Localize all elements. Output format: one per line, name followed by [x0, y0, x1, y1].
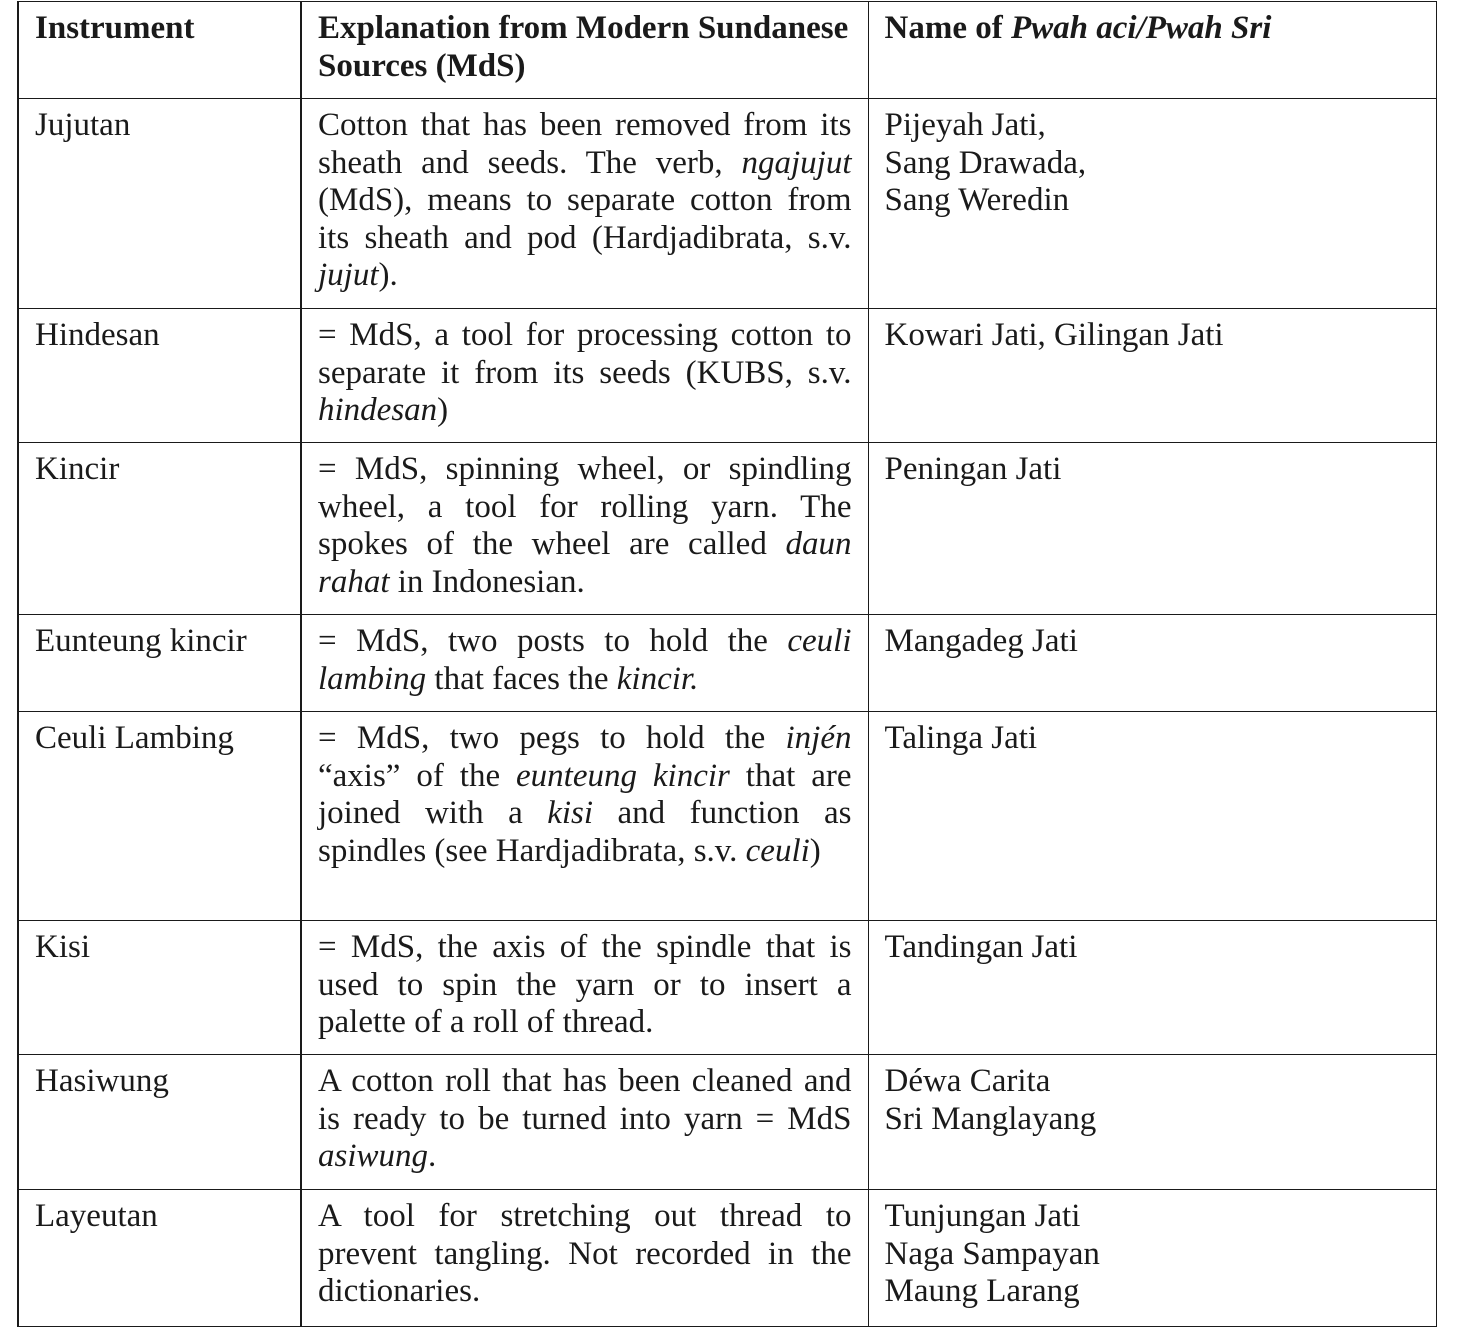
- explanation-term: injén: [785, 720, 852, 756]
- explanation-text: Cotton that has been removed from its sheath and seeds. The verb,: [318, 107, 852, 181]
- table-row: [18, 615, 1436, 712]
- name-cell: [868, 1055, 1436, 1190]
- explanation-term: ceuli: [745, 832, 810, 869]
- explanation-cell: [301, 309, 868, 443]
- explanation-text: A tool for stretching out thread to prevent tangling. Not recorded in the dictionaries.: [318, 1198, 852, 1309]
- name-line: Maung Larang: [884, 1273, 1080, 1309]
- name-line: Naga Sampayan: [884, 1235, 1100, 1272]
- explanation-cell: [301, 1190, 868, 1327]
- header-name-prefix: Name of: [884, 10, 1011, 46]
- explanation-text: A cotton roll that has been cleaned and is ready to be turned into yarn = MdS: [318, 1063, 852, 1137]
- explanation-cell: [301, 443, 868, 615]
- explanation-text: that are joined with a: [318, 757, 852, 831]
- explanation-text: (MdS), means to separate cotton from its sheath and pod (Hardjadibrata, s.v.: [318, 182, 852, 256]
- explanation-term: daun rahat: [318, 526, 852, 600]
- explanation-text: .: [428, 1138, 437, 1174]
- explanation-term: hindesan: [318, 392, 438, 428]
- name-cell: [868, 443, 1436, 615]
- explanation-text: in Indonesian.: [389, 563, 585, 600]
- name-line: Tunjungan Jati: [884, 1198, 1081, 1234]
- instrument-cell: Eunteung kincir: [18, 615, 301, 712]
- explanation-text: ): [437, 392, 449, 428]
- header-explanation: Explanation from Modern Sundanese Sources (MdS): [301, 2, 868, 99]
- explanation-cell: [301, 1055, 868, 1190]
- header-name-slash: /: [1136, 10, 1146, 46]
- name-cell: [868, 712, 1436, 921]
- instrument-cell: Jujutan: [18, 99, 301, 309]
- header-name-italic-1: Pwah aci: [1010, 10, 1137, 46]
- instrument-cell: Kincir: [18, 443, 301, 615]
- name-line: Pijeyah Jati,: [884, 107, 1046, 143]
- instrument-cell: Hindesan: [18, 309, 301, 443]
- explanation-text: = MdS, spinning wheel, or spindling wheel, a tool for rolling yarn. The spokes of the wheel are called: [318, 451, 852, 562]
- explanation-text: that faces the: [426, 660, 617, 697]
- explanation-cell: [301, 99, 868, 309]
- explanation-text: ).: [378, 257, 398, 293]
- name-line: Mangadeg Jati: [884, 623, 1078, 659]
- explanation-cell: [301, 921, 868, 1055]
- name-line: Tandingan Jati: [884, 929, 1078, 965]
- table-header-row: [18, 2, 1436, 99]
- instrument-cell: Ceuli Lambing: [18, 712, 301, 921]
- name-line: Peningan Jati: [884, 451, 1062, 487]
- name-cell: [868, 921, 1436, 1055]
- explanation-text: = MdS, the axis of the spindle that is used to spin the yarn or to insert a palette of a roll of thread.: [318, 929, 852, 1040]
- name-cell: [868, 99, 1436, 309]
- explanation-text: = MdS, two pegs to hold the: [318, 720, 786, 756]
- explanation-term: ngajujut: [741, 144, 852, 181]
- header-instrument: Instrument: [18, 2, 301, 99]
- explanation-text: = MdS, two posts to hold the: [318, 623, 788, 659]
- name-line: Sang Drawada,: [884, 144, 1087, 181]
- name-cell: [868, 615, 1436, 712]
- explanation-term: asiwung: [318, 1138, 429, 1174]
- explanation-cell: [301, 615, 868, 712]
- explanation-cell: [301, 712, 868, 921]
- header-name: [868, 2, 1436, 99]
- table-row: [18, 1190, 1436, 1327]
- table-row: [18, 1055, 1436, 1190]
- name-line: Sri Manglayang: [884, 1100, 1097, 1137]
- explanation-text: and function as spindles (see Hardjadibrata, s.v.: [318, 795, 852, 869]
- explanation-term: kisi: [547, 795, 594, 831]
- explanation-text: = MdS, a tool for processing cotton to separate it from its seeds (KUBS, s.v.: [318, 317, 852, 391]
- instrument-cell: Layeutan: [18, 1190, 301, 1327]
- explanation-text: ): [809, 832, 821, 869]
- header-name-italic-2: Pwah Sri: [1145, 10, 1272, 46]
- name-line: Kowari Jati, Gilingan Jati: [884, 317, 1224, 353]
- table-row: [18, 921, 1436, 1055]
- table-row: [18, 309, 1436, 443]
- explanation-term: jujut: [318, 257, 379, 293]
- name-cell: [868, 309, 1436, 443]
- name-line: Sang Weredin: [884, 182, 1070, 218]
- name-line: Talinga Jati: [884, 720, 1038, 756]
- name-cell: [868, 1190, 1436, 1327]
- instrument-table: [17, 1, 1437, 1327]
- explanation-term: kincir.: [616, 660, 699, 697]
- table-row: [18, 712, 1436, 921]
- explanation-text: “axis” of the: [318, 757, 517, 794]
- explanation-term: eunteung kincir: [516, 757, 730, 794]
- explanation-term: ceuli lambing: [318, 623, 852, 697]
- instrument-cell: Kisi: [18, 921, 301, 1055]
- name-line: Déwa Carita: [884, 1063, 1051, 1099]
- table-row: [18, 443, 1436, 615]
- instrument-cell: Hasiwung: [18, 1055, 301, 1190]
- table-row: [18, 99, 1436, 309]
